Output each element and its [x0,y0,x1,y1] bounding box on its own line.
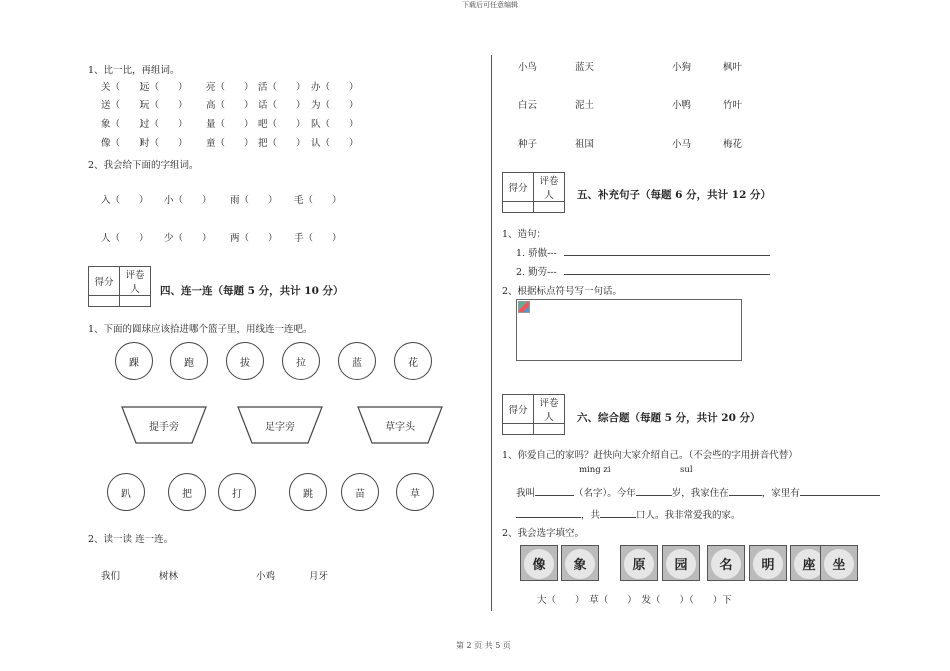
fill-line: 大（ ） 草（ ） 发（ ）（ ）下 [537,595,732,606]
basket[interactable] [237,406,323,444]
pinyin-mingzi: ming zi [579,465,611,475]
count-blank[interactable] [600,508,636,518]
pair-word: 祖国 [575,139,595,150]
header-note: 下载后可任意编辑 [462,1,518,9]
word-item[interactable]: 毛（ ） [294,195,342,206]
ball-circle[interactable]: 跳 [289,473,327,511]
intro-text-f: 口人。我非常爱我的家。 [636,510,741,521]
page-footer: 第 2 页 共 5 页 [456,641,511,650]
q2-word-1: 我们 [101,571,121,582]
char-card[interactable] [707,545,745,581]
sec5-item-1 [516,245,770,259]
sec5-item-2 [516,264,770,278]
pair-word: 竹叶 [723,100,743,111]
compare-item[interactable]: 高（ ） [206,100,254,111]
score-table-sec6 [502,394,565,435]
card-char: 坐 [832,557,846,573]
basket-label: 足字旁 [265,422,295,433]
ball-circle[interactable]: 苗 [341,473,379,511]
char-card[interactable] [749,545,787,581]
ball-circle[interactable]: 拔 [226,342,264,380]
pair-word: 泥土 [575,100,595,111]
char-card[interactable] [620,545,658,581]
basket-label: 草字头 [385,422,415,433]
compare-item[interactable]: 远（ ） [140,82,188,93]
pair-word: 小鸭 [672,100,692,111]
compare-item[interactable]: 关（ ） [101,82,149,93]
ball-circle[interactable]: 打 [218,473,256,511]
intro-text-b: （名字）。今年 [574,488,636,499]
q2-word-4: 月牙 [309,571,329,582]
pair-word: 小马 [672,139,692,150]
ball-circle[interactable]: 蓝 [338,342,376,380]
card-char: 原 [632,557,646,573]
intro-text-c: 岁，我家住在 [671,488,729,499]
age-blank[interactable] [636,486,672,496]
score-table-sec4 [88,266,151,307]
compare-item[interactable]: 玩（ ） [140,100,188,111]
compare-item[interactable]: 童（ ） [206,138,254,149]
word-item[interactable]: 两（ ） [230,233,278,244]
section6-title: 六、综合题（每题 5 分，共计 20 分） [577,412,761,424]
reviewer-cell[interactable] [120,296,151,307]
score-cell[interactable] [89,296,120,307]
ball-circle[interactable]: 草 [396,473,434,511]
pair-word: 枫叶 [723,62,743,73]
compare-item[interactable]: 活（ ） [258,82,306,93]
ball-circle[interactable]: 拉 [282,342,320,380]
compare-item[interactable]: 话（ ） [258,100,306,111]
intro-text-a: 我叫 [516,488,536,499]
compare-item[interactable]: 认（ ） [311,138,359,149]
char-card[interactable] [662,545,700,581]
basket-label: 提手旁 [149,422,179,433]
broken-image-icon [518,301,530,313]
score-label: 得分 [503,173,534,202]
family-blank[interactable] [800,486,880,496]
sec5-q2: 2、根据标点符号写一句话。 [502,286,623,297]
pair-word: 小鸟 [518,62,538,73]
word-item[interactable]: 小（ ） [164,195,212,206]
reviewer-label: 评卷人 [120,267,151,296]
intro-text-e: ，共 [581,510,601,521]
compare-item[interactable]: 为（ ） [311,100,359,111]
compare-item[interactable]: 办（ ） [311,82,359,93]
compare-item[interactable]: 象（ ） [101,119,149,130]
score-cell[interactable] [503,424,534,435]
card-char: 名 [719,557,733,573]
answer-box[interactable] [516,299,742,361]
sec5-item-2-label: 2. 勤劳--- [516,267,557,278]
card-char: 座 [802,557,816,573]
section4-title: 四、连一连（每题 5 分，共计 10 分） [160,285,344,297]
compare-item[interactable]: 像（ ） [101,138,149,149]
ball-circle[interactable]: 趴 [107,473,145,511]
intro-line-1 [516,485,880,499]
pair-word: 梅花 [723,139,743,150]
pair-word: 种子 [518,139,538,150]
reviewer-label: 评卷人 [534,173,565,202]
ball-circle[interactable]: 把 [168,473,206,511]
q1-title: 1、比一比，再组词。 [88,65,180,76]
ball-circle[interactable]: 跑 [170,342,208,380]
intro-text-d: ，家里有 [761,488,800,499]
sec5-item-1-label: 1. 骄傲--- [516,248,557,259]
sec5-q1: 1、造句： [502,229,547,240]
reviewer-cell[interactable] [534,424,565,435]
compare-item[interactable]: 送（ ） [101,100,149,111]
compare-item[interactable]: 亮（ ） [206,82,254,93]
pinyin-sui: sul [680,465,693,475]
pair-word: 小狗 [672,62,692,73]
name-blank[interactable] [535,486,574,496]
word-item[interactable]: 人（ ） [101,233,149,244]
word-item[interactable]: 雨（ ） [230,195,278,206]
pair-word: 蓝天 [575,62,595,73]
intro-line-2 [516,507,741,521]
sec5-item-2-line[interactable] [564,265,770,275]
score-label: 得分 [503,395,534,424]
basket[interactable] [357,406,443,444]
sec4-q2: 2、读一读 连一连。 [88,534,174,545]
sec6-q2: 2、我会选字填空。 [502,528,585,539]
sec6-q1: 1、你爱自己的家吗？赶快向大家介绍自己。（不会些的字用拼音代替） [502,450,798,461]
word-item[interactable]: 少（ ） [164,233,212,244]
q2-word-2: 树林 [159,571,179,582]
q2-word-3: 小鸡 [256,571,276,582]
family-blank-2[interactable] [516,508,581,518]
compare-item[interactable]: 时（ ） [140,138,188,149]
word-item[interactable]: 入（ ） [101,195,149,206]
pair-word: 白云 [518,100,538,111]
compare-item[interactable]: 吧（ ） [258,119,306,130]
card-char: 明 [761,557,775,573]
basket[interactable] [121,406,207,444]
score-table-sec5 [502,172,565,213]
char-card[interactable] [520,545,558,581]
sec5-item-1-line[interactable] [564,246,770,256]
column-divider [491,55,492,611]
char-card[interactable] [561,545,599,581]
ball-circle[interactable]: 花 [394,342,432,380]
card-char: 园 [674,557,688,573]
reviewer-label: 评卷人 [534,395,565,424]
compare-item[interactable]: 队（ ） [311,119,359,130]
word-item[interactable]: 手（ ） [294,233,342,244]
reviewer-cell[interactable] [534,202,565,213]
compare-item[interactable]: 过（ ） [140,119,188,130]
card-char: 象 [573,557,587,573]
section5-title: 五、补充句子（每题 6 分，共计 12 分） [577,189,772,201]
address-blank[interactable] [729,486,762,496]
ball-circle[interactable]: 踝 [115,342,153,380]
compare-item[interactable]: 量（ ） [206,119,254,130]
score-cell[interactable] [503,202,534,213]
q2-title: 2、我会给下面的字组词。 [88,160,199,171]
sec4-q1: 1、下面的圆球应该拾进哪个篮子里，用线连一连吧。 [88,324,313,335]
score-label: 得分 [89,267,120,296]
card-char: 像 [532,557,546,573]
char-card[interactable] [820,545,858,581]
compare-item[interactable]: 把（ ） [258,138,306,149]
